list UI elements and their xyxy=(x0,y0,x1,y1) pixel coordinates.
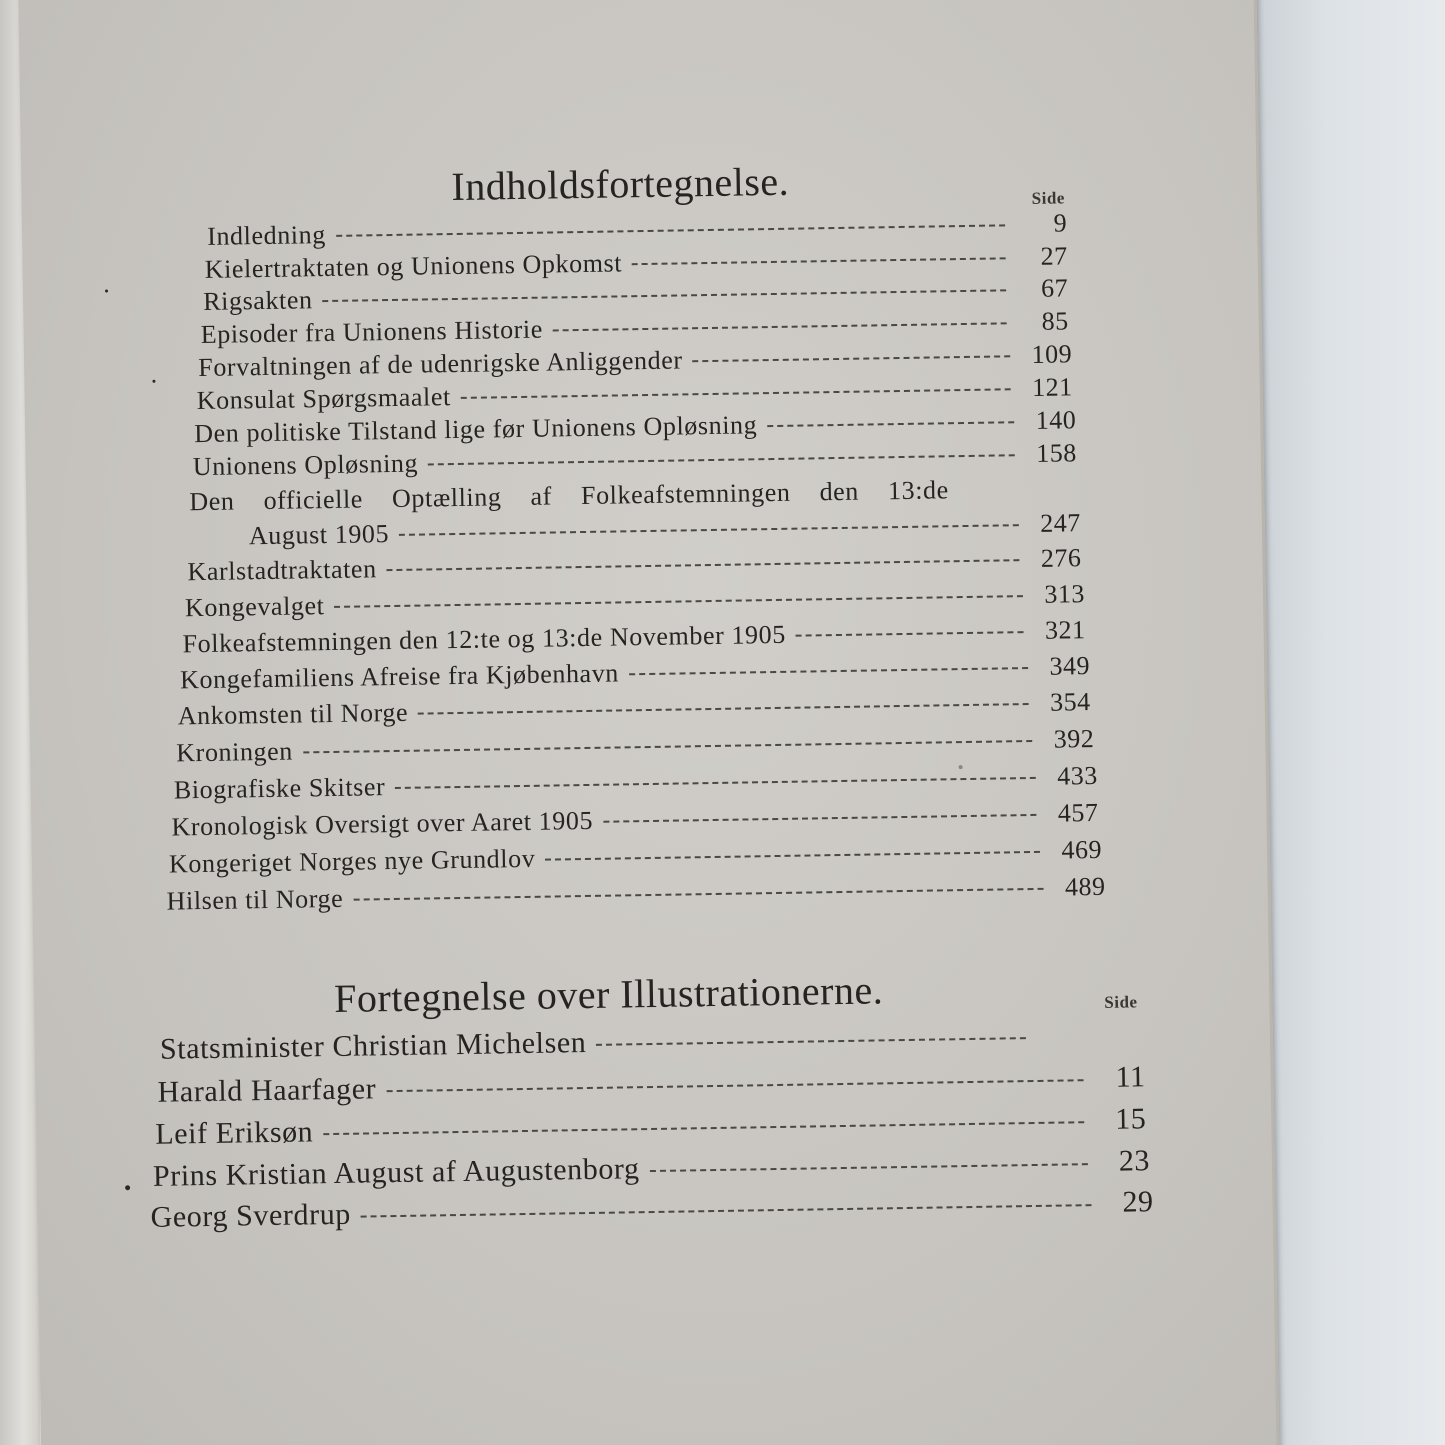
toc-page: 354 xyxy=(1049,687,1091,717)
toc-title: Ankomsten til Norge xyxy=(177,697,409,731)
toc-title: Unionens Opløsning xyxy=(192,448,419,482)
illustration-page xyxy=(1032,1044,1088,1045)
toc-page: 121 xyxy=(1031,372,1073,402)
illustrations-title: Fortegnelse over Illustrationerne. xyxy=(333,967,884,1021)
ink-speck xyxy=(105,289,108,292)
dot-leader xyxy=(545,851,1040,861)
toc-page: 349 xyxy=(1049,651,1091,681)
dot-leader xyxy=(553,322,1007,331)
dot-leader xyxy=(336,224,1005,237)
dot-leader xyxy=(428,454,1015,465)
toc-page: 276 xyxy=(1040,543,1082,573)
illustration-title: Leif Eriksøn xyxy=(155,1115,314,1151)
dot-leader xyxy=(361,1204,1092,1217)
toc-title: Rigsakten xyxy=(202,285,313,316)
dot-leader xyxy=(796,631,1024,637)
illustration-page: 29 xyxy=(1122,1185,1154,1219)
toc-page: 27 xyxy=(1040,241,1068,271)
illustration-title: Prins Kristian August af Augustenborg xyxy=(152,1152,640,1193)
illustration-title: Harald Haarfager xyxy=(157,1072,377,1109)
toc-page: 457 xyxy=(1057,797,1099,828)
toc-title: Den officielle Optælling af Folkeafstemningen den 13:de xyxy=(189,475,949,517)
toc-title: August 1905 xyxy=(248,519,390,551)
dot-leader xyxy=(303,740,1032,753)
toc-page: 85 xyxy=(1041,306,1069,336)
ink-speck xyxy=(125,1185,130,1190)
illustrations-side-label: Side xyxy=(1104,992,1138,1012)
dot-leader xyxy=(461,388,1011,399)
dot-leader xyxy=(334,595,1022,608)
dot-leader xyxy=(323,1121,1084,1135)
toc-page: 433 xyxy=(1057,760,1098,791)
toc-page: 247 xyxy=(1040,508,1082,538)
illustration-row xyxy=(160,1018,1088,1069)
contents-title: Indholdsfortegnelse. xyxy=(451,158,790,210)
toc-page: 109 xyxy=(1031,339,1073,369)
ink-speck xyxy=(959,765,963,769)
dot-leader xyxy=(353,888,1043,901)
toc-title: Hilsen til Norge xyxy=(166,883,344,916)
dot-leader xyxy=(395,777,1036,789)
dot-leader xyxy=(323,289,1007,302)
toc-page: 67 xyxy=(1040,273,1069,303)
dot-leader xyxy=(767,421,1014,427)
toc-page: 469 xyxy=(1061,834,1103,865)
toc-title: Kielertraktaten og Unionens Opkomst xyxy=(204,248,623,284)
ink-speck xyxy=(152,380,155,383)
dot-leader xyxy=(650,1163,1088,1172)
contents-side-label: Side xyxy=(1031,188,1066,208)
toc-title: Den politiske Tilstand lige før Unionens Opløsning xyxy=(194,410,758,449)
toc-title: Forvaltningen af de udenrigske Anliggender xyxy=(198,345,683,383)
dot-leader xyxy=(387,559,1020,571)
toc-title: Kroningen xyxy=(176,736,294,768)
toc-page: 158 xyxy=(1035,438,1077,468)
illustration-page: 23 xyxy=(1118,1144,1151,1178)
toc-title: Episoder fra Unionens Historie xyxy=(200,314,544,349)
dot-leader xyxy=(386,1079,1083,1092)
toc-title: Indledning xyxy=(206,220,327,251)
toc-page: 9 xyxy=(1053,208,1068,238)
illustration-page: 15 xyxy=(1114,1102,1147,1136)
toc-title: Kongeriget Norges nye Grundlov xyxy=(168,843,536,879)
illustration-page: 11 xyxy=(1115,1060,1146,1094)
toc-page: 392 xyxy=(1053,724,1095,754)
dot-leader xyxy=(399,524,1019,536)
dot-leader xyxy=(629,667,1028,675)
dot-leader xyxy=(693,355,1011,362)
page-content xyxy=(18,0,1276,1445)
toc-page: 313 xyxy=(1044,579,1086,609)
toc-page: 321 xyxy=(1044,615,1086,645)
toc-title: Konsulat Spørgsmaalet xyxy=(196,382,452,416)
toc-title: Kongevalget xyxy=(184,591,325,623)
dot-leader xyxy=(603,814,1036,823)
dot-leader xyxy=(418,703,1028,715)
illustration-title: Georg Sverdrup xyxy=(150,1197,352,1234)
toc-title: Biografiske Skitser xyxy=(173,772,386,805)
toc-page: 140 xyxy=(1035,405,1077,435)
toc-title: Folkeafstemningen den 12:te og 13:de November 1905 xyxy=(182,619,787,659)
dot-leader xyxy=(632,257,1006,265)
book-page xyxy=(18,0,1279,1445)
toc-title: Kronologisk Oversigt over Aaret 1905 xyxy=(171,805,594,842)
toc-title: Karlstadtraktaten xyxy=(187,554,377,587)
toc-page: 489 xyxy=(1064,871,1106,902)
toc-title: Kongefamiliens Afreise fra Kjøbenhavn xyxy=(179,658,620,695)
dot-leader xyxy=(596,1037,1026,1046)
illustration-title: Statsminister Christian Michelsen xyxy=(159,1026,587,1066)
background-surface xyxy=(1250,0,1445,1445)
